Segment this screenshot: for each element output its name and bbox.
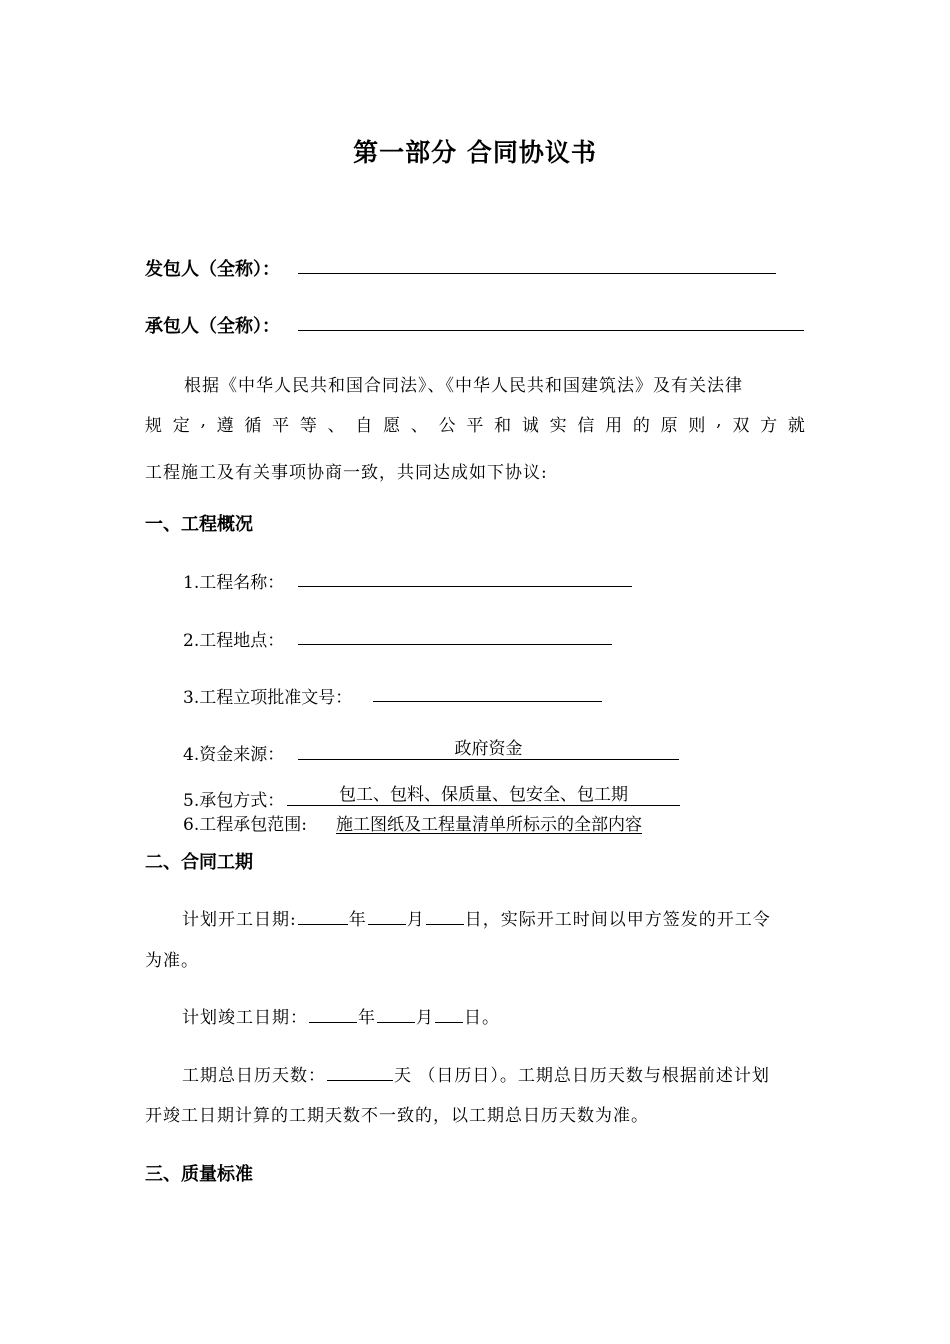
approval-no-label: 3.工程立项批准文号： — [183, 688, 353, 708]
employer-name-field[interactable] — [298, 273, 776, 274]
intro-line-2-char: 双 — [732, 416, 750, 436]
project-location-field[interactable] — [298, 644, 612, 645]
intro-line-2-char: 规 — [145, 416, 162, 436]
intro-line-2-char: 实 — [549, 416, 567, 436]
intro-line-2-char: 、 — [410, 416, 428, 436]
intro-line-2-char: 用 — [605, 416, 623, 436]
finish-month-field[interactable] — [377, 1004, 415, 1023]
intro-line-2-char: 平 — [272, 416, 290, 436]
start-date-cont: 为准。 — [145, 951, 199, 971]
contract-mode-value[interactable]: 包工、包料、保质量、包安全、包工期 — [287, 786, 680, 806]
intro-line-2-char: 方 — [760, 416, 778, 436]
intro-line-2 — [145, 411, 805, 436]
finish-day-unit: 日。 — [464, 1008, 500, 1028]
intro-line-2-char: 则 — [688, 416, 706, 436]
intro-line-2-char: 信 — [577, 416, 595, 436]
start-year-field[interactable] — [298, 906, 348, 925]
intro-line-2-char: 和 — [494, 416, 512, 436]
funding-label: 4.资金来源： — [183, 745, 285, 765]
scope-value[interactable]: 施工图纸及工程量清单所标示的全部内容 — [336, 815, 642, 835]
intro-line-2-char: 平 — [466, 416, 484, 436]
intro-line-2-char: 诚 — [521, 416, 539, 436]
intro-line-2-char: 愿 — [383, 416, 401, 436]
start-day-field[interactable] — [426, 906, 464, 925]
contractor-label: 承包人（全称）： — [145, 316, 280, 337]
page-title: 第一部分 合同协议书 — [353, 138, 597, 167]
funding-value[interactable]: 政府资金 — [298, 740, 679, 760]
intro-line-2-char: 定 — [172, 416, 190, 436]
intro-line-1: 根据《中华人民共和国合同法》、《中华人民共和国建筑法》及有关法律 — [184, 376, 743, 396]
start-month-unit: 月 — [406, 910, 425, 930]
intro-line-2-char: , — [200, 411, 206, 431]
intro-line-2-char: 循 — [244, 416, 262, 436]
intro-line-2-char: 自 — [355, 416, 373, 436]
duration-label: 工期总日历天数： — [182, 1066, 326, 1086]
start-date-rest: ，实际开工时间以甲方签发的开工令 — [482, 910, 771, 930]
finish-date-label: 计划竣工日期： — [182, 1008, 308, 1028]
start-year-unit: 年 — [348, 910, 367, 930]
employer-label: 发包人（全称）： — [145, 259, 280, 280]
intro-line-3: 工程施工及有关事项协商一致，共同达成如下协议: — [145, 463, 548, 483]
intro-line-2-char: 公 — [438, 416, 456, 436]
duration-line — [182, 1061, 770, 1086]
contract-mode-label: 5.承包方式： — [183, 791, 285, 811]
finish-year-field[interactable] — [309, 1004, 357, 1023]
finish-date-line — [182, 1003, 500, 1028]
section-1-heading: 一、工程概况 — [145, 514, 253, 535]
intro-line-2-char: 原 — [660, 416, 678, 436]
scope-label: 6.工程承包范围: — [183, 815, 307, 835]
finish-month-unit: 月 — [416, 1008, 434, 1028]
approval-no-field[interactable] — [373, 701, 602, 702]
finish-year-unit: 年 — [358, 1008, 376, 1028]
finish-day-field[interactable] — [435, 1004, 463, 1023]
section-3-heading: 三、质量标准 — [145, 1164, 253, 1185]
duration-days-field[interactable] — [327, 1062, 393, 1081]
start-date-line — [182, 905, 771, 930]
start-month-field[interactable] — [368, 906, 406, 925]
duration-unit: 天 （日历日）。工期总日历天数与根据前述计划 — [394, 1066, 770, 1086]
intro-line-2-char: 等 — [299, 416, 317, 436]
section-2-heading: 二、合同工期 — [145, 852, 253, 873]
intro-line-2-char: 遵 — [216, 416, 234, 436]
project-location-label: 2.工程地点： — [183, 631, 285, 651]
start-date-label: 计划开工日期: — [182, 910, 297, 930]
intro-line-2-char: 的 — [632, 416, 650, 436]
intro-line-2-char: 、 — [327, 416, 345, 436]
contractor-name-field[interactable] — [298, 330, 804, 331]
intro-line-2-char: , — [716, 411, 722, 431]
project-name-field[interactable] — [298, 586, 632, 587]
start-day-unit: 日 — [464, 910, 483, 930]
duration-cont: 开竣工日期计算的工期天数不一致的，以工期总日历天数为准。 — [145, 1106, 649, 1126]
intro-line-2-char: 就 — [787, 416, 805, 436]
project-name-label: 1.工程名称： — [183, 573, 285, 593]
